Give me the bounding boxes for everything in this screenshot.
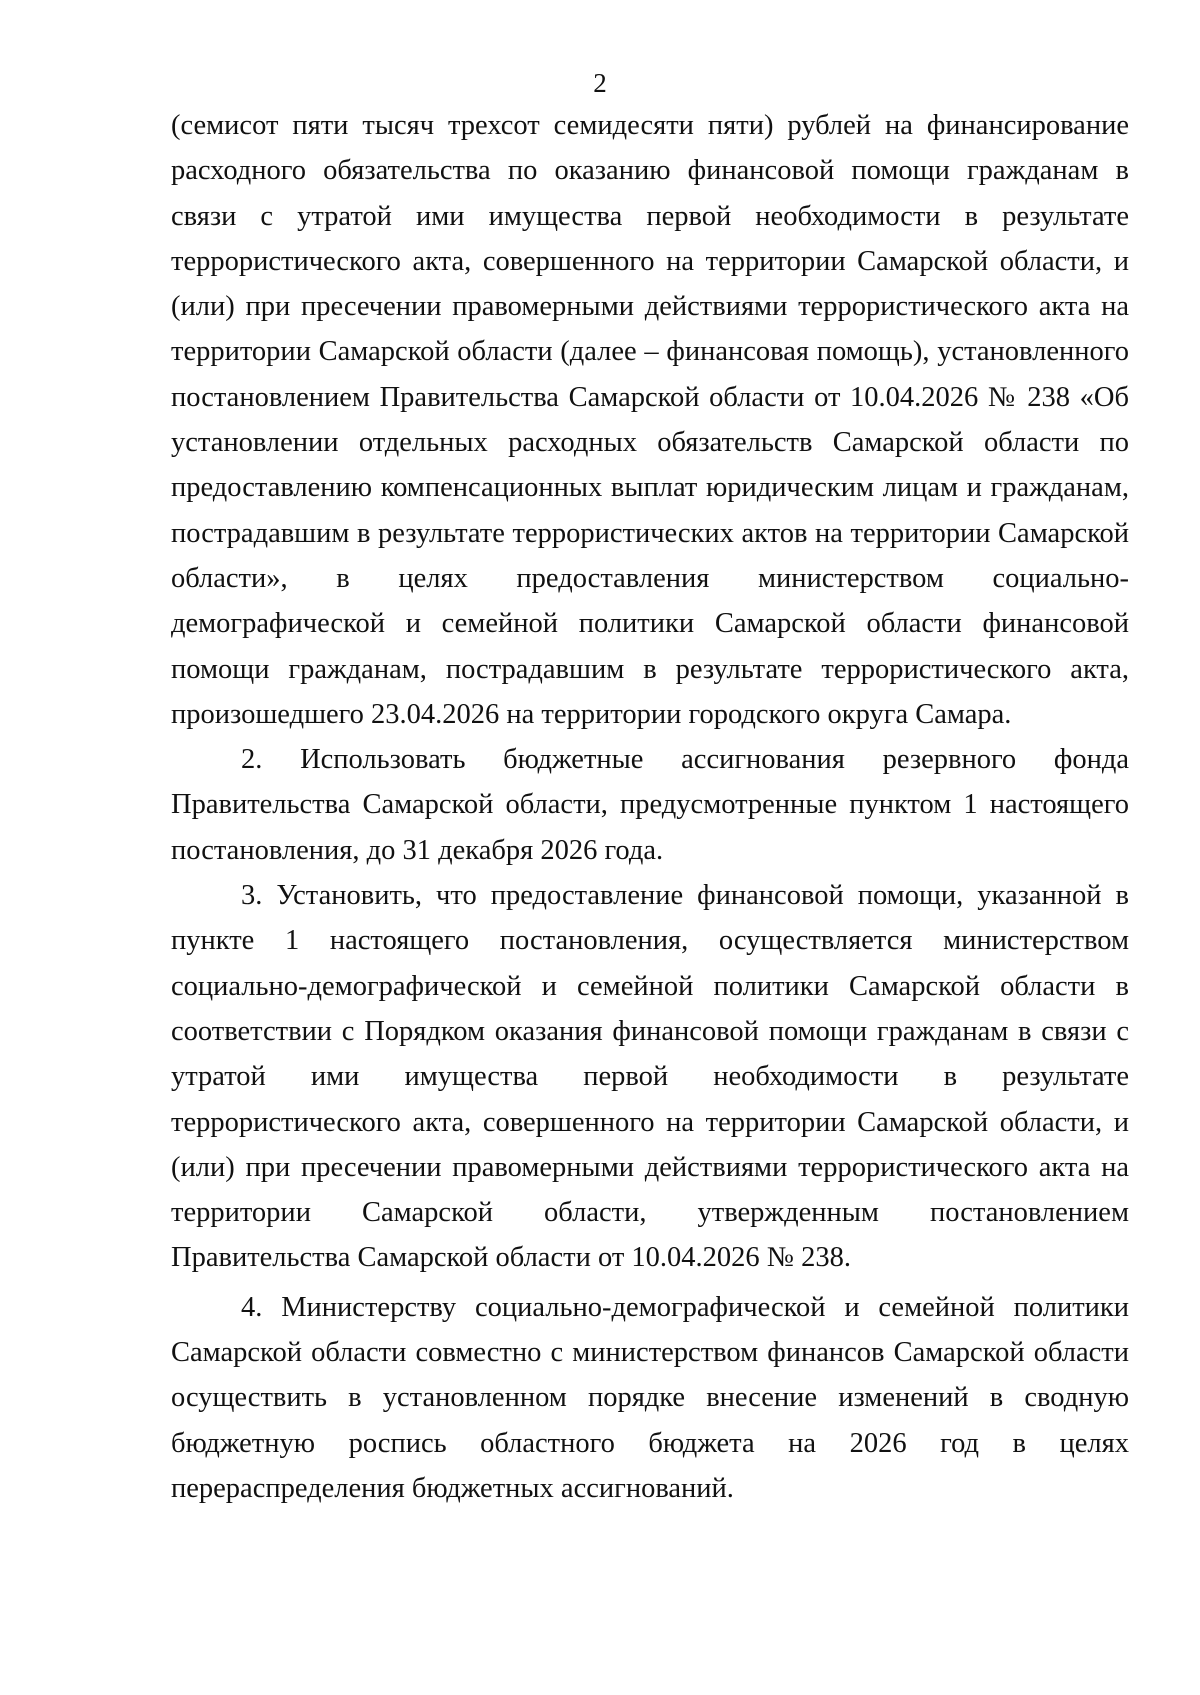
paragraph-item-2: 2. Использовать бюджетные ассигнования резервного фонда Правительства Самарской области, предусмотренные пунктом 1 настоящего постановления, до 31 декабря 2026 года.: [171, 744, 1129, 866]
paragraph-item-4: 4. Министерству социально-демографической и семейной политики Самарской области совместно с министерством финансов Самарской области осуществить в установленном порядке внесение изменений в сводную бюджетную роспись областного бюджета на 2026 год в целях перераспределения бюджетных ассигнований.: [171, 1291, 1129, 1504]
page-number: 2: [593, 68, 607, 98]
paragraph-item-3: 3. Установить, что предоставление финансовой помощи, указанной в пункте 1 настоящего постановления, осуществляется министерством социально-демографической и семейной политики Самарской области в соответствии с Порядком оказания финансовой помощи гражданам в связи с утратой ими имущества первой необходимости в результате террористического акта, совершенного на территории Самарской области, и (или) при пресечении правомерными действиями террористического акта на территории Самарской области, утвержденным постановлением Правительства Самарской области от 10.04.2026 № 238.: [171, 880, 1129, 1274]
document-body: [171, 103, 1129, 1511]
paragraph-continuation: (семисот пяти тысяч трехсот семидесяти пяти) рублей на финансирование расходного обязательства по оказанию финансовой помощи гражданам в связи с утратой ими имущества первой необходимости в результате террористического акта, совершенного на территории Самарской области, и (или) при пресечении правомерными действиями террористического акта на территории Самарской области (далее – финансовая помощь), установленного постановлением Правительства Самарской области от 10.04.2026 № 238 «Об установлении отдельных расходных обязательств Самарской области по предоставлению компенсационных выплат юридическим лицам и гражданам, пострадавшим в результате террористических актов на территории Самарской области», в целях предоставления министерством социально-демографической и семейной политики Самарской области финансовой помощи гражданам, пострадавшим в результате террористического акта, произошедшего 23.04.2026 на территории городского округа Самара.: [171, 110, 1129, 730]
